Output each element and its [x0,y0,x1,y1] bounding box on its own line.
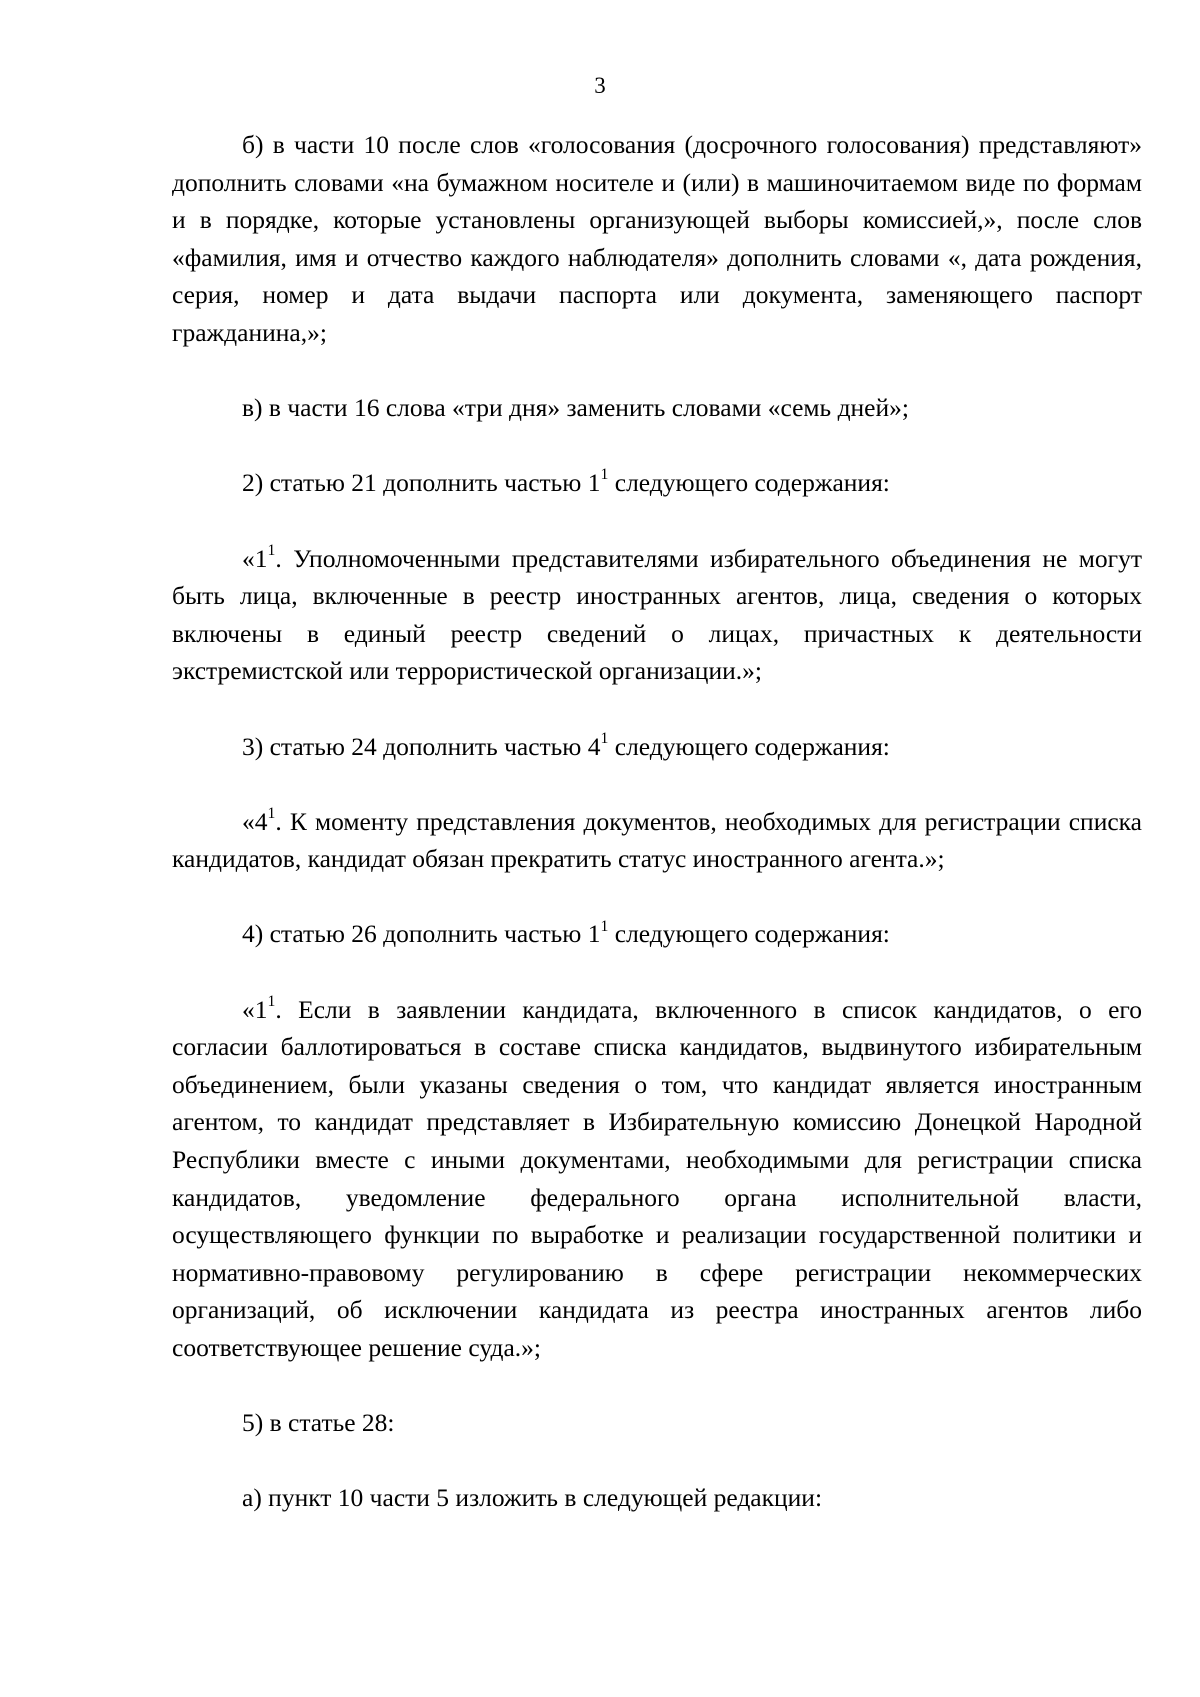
paragraph-item-2 [172,464,1142,502]
paragraph-text-end: следующего содержания: [608,919,890,949]
paragraph-text-start: «1 [242,994,268,1024]
paragraph-quote-part-1-1-article-26 [172,991,1142,1367]
paragraph-text-start: 4) статью 26 дополнить частью 1 [242,919,601,949]
superscript-index: 1 [267,992,276,1010]
page-number: 3 [594,73,606,98]
paragraph-text-start: 2) статью 21 дополнить частью 1 [242,468,601,498]
paragraph-amendment-b: б) в части 10 после слов «голосования (досрочного голосования) представляют» дополнить словами «на бумажном носителе и (или) в машиночитаемом виде по формам и в порядке, которые установлены организующей выборы комиссией,», после слов «фамилия, имя и отчество каждого наблюдателя» дополнить словами «, дата рождения, серия, номер и дата выдачи паспорта или документа, заменяющего паспорт гражданина,»; [172,130,1142,347]
paragraph-amendment-v: в) в части 16 слова «три дня» заменить словами «семь дней»; [242,393,909,423]
paragraph-item-3 [172,728,1142,766]
paragraph-item-5: 5) в статье 28: [242,1408,395,1438]
paragraph-text-start: «1 [242,543,268,573]
document-body [172,126,1142,1555]
superscript-index: 1 [267,804,276,822]
paragraph-text-start: «4 [242,806,268,836]
paragraph-text-end: следующего содержания: [608,731,890,761]
paragraph-quote-part-1-1-article-21 [172,540,1142,690]
superscript-index: 1 [600,466,609,484]
superscript-index: 1 [267,541,276,559]
paragraph-text-end: . Уполномоченными представителями избирательного объединения не могут быть лица, включенные в реестр иностранных агентов, лица, сведения о которых включены в единый реестр сведений о лицах, причастных к деятельности экстремистской или террористической организации.»; [172,543,1142,686]
paragraph-amendment-a: а) пункт 10 части 5 изложить в следующей редакции: [242,1483,823,1513]
superscript-index: 1 [600,729,609,747]
paragraph-text-end: следующего содержания: [608,468,890,498]
paragraph-text-end: . К моменту представления документов, необходимых для регистрации списка кандидатов, кандидат обязан прекратить статус иностранного агента.»; [172,806,1142,874]
superscript-index: 1 [600,917,609,935]
paragraph-text-start: 3) статью 24 дополнить частью 4 [242,731,601,761]
paragraph-text-end: . Если в заявлении кандидата, включенного в список кандидатов, о его согласии баллотироваться в составе списка кандидатов, выдвинутого избирательным объединением, были указаны сведения о том, что кандидат является иностранным агентом, то кандидат представляет в Избирательную комиссию Донецкой Народной Республики вместе с иными документами, необходимыми для регистрации списка кандидатов, уведомление федерального органа исполнительной власти, осуществляющего функции по выработке и реализации государственной политики и нормативно-правовому регулированию в сфере регистрации некоммерческих организаций, об исключении кандидата из реестра иностранных агентов либо соответствующее решение суда.»; [172,994,1142,1362]
paragraph-quote-part-4-1-article-24 [172,803,1142,878]
paragraph-item-4 [172,915,1142,953]
